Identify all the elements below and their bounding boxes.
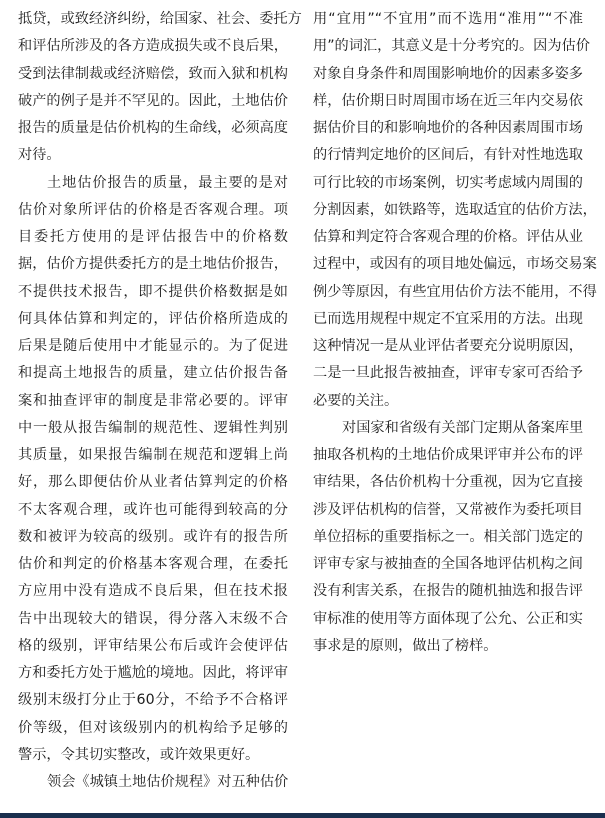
right_column-text-line: 二是一旦此报告被抽查，评审专家可否给予 (313, 365, 583, 382)
right_column-text-line: 这种情况一是从业评估者要充分说明原因， (313, 338, 583, 354)
bottom-rule (0, 813, 605, 818)
left_column-text-line: 其质量，如果报告编制在规范和逻辑上尚 (18, 447, 288, 463)
left_column-text-line: 抵贷，或致经济纠纷，给国家、社会、委托方 (18, 11, 302, 27)
right_column-text-line: 过程中，或因有的项目地处偏远，市场交易案 (313, 256, 597, 273)
left_column-text-line: 何具体估算和判定的，评估价格所造成的 (18, 310, 288, 327)
left_column-text-line: 和提高土地报告的质量，建立估价报告备 (18, 365, 288, 382)
left_column-text-line: 破产的例子是并不罕见的。因此，土地估价 (18, 92, 288, 109)
left_column-text-line: 好，那么即便估价从业者估算判定的价格 (18, 474, 288, 491)
right_column-text-line: 用“宜用”“不宜用”而不选用“准用”“不准 (313, 11, 583, 27)
right_column-text-line: 没有利害关系，在报告的随机抽选和报告评 (313, 583, 583, 600)
right_column-text-line: 例少等原因，有些宜用估价方法不能用，不得 (313, 283, 597, 300)
left_column-text-line: 对待。 (18, 147, 61, 164)
right_column-text-line: 样，估价期日时周围市场在近三年内交易依 (313, 92, 583, 109)
left_column-text-line: 中一般从报告编制的规范性、逻辑性判别 (18, 419, 288, 436)
left_column-text-line: 估价和判定的价格基本客观合理，在委托 (18, 556, 288, 572)
right_column-text-line: 事求是的原则，做出了榜样。 (313, 637, 498, 654)
right_column-text-line: 的行情判定地价的区间后，有针对性地选取 (313, 147, 583, 164)
left_column-text-line: 目委托方使用的是评估报告中的价格数 (18, 229, 288, 245)
left_column-text-line: 不提供技术报告，即不提供价格数据是如 (18, 283, 288, 300)
right_column-text-line: 对象自身条件和周围影响地价的因素多姿多 (313, 65, 583, 82)
left_column-text-line: 领会《城镇土地估价规程》对五种估价 (47, 774, 289, 790)
right_column-text-line: 审结果，各估价机构十分重视，因为它直接 (313, 474, 583, 491)
left_column-text-line: 后果是随后使用中才能显示的。为了促进 (18, 338, 288, 354)
right-column (313, 6, 597, 660)
left_column-text-line: 受到法律制裁或经济赔偿，致而入狱和机构 (18, 65, 288, 82)
left_column-text-line: 和评估所涉及的各方造成损失或不良后果， (18, 38, 288, 55)
left_column-text-line: 不太客观合理，或许也可能得到较高的分 (18, 501, 288, 518)
right_column-text-line: 必要的关注。 (313, 392, 399, 409)
right_column-text-line: 单位招标的重要指标之一。相关部门选定的 (313, 528, 583, 545)
right_column-text-line: 可行比较的市场案例，切实考虑域内周围的 (313, 174, 583, 191)
left_column-text-line: 数和被评为较高的级别。或许有的报告所 (18, 528, 288, 545)
left_column-text-line: 级别末级打分止于60分，不给予不合格评 (18, 692, 288, 709)
right_column-text-line: 据估价目的和影响地价的各种因素周围市场 (313, 120, 583, 136)
left_column-text-line: 土地估价报告的质量，最主要的是对 (47, 174, 288, 191)
left-column (18, 6, 302, 796)
left_column-text-line: 据，估价方提供委托方的是土地估价报告， (18, 256, 288, 273)
right_column-text-line: 评审专家与被抽查的全国各地评估机构之间 (313, 556, 583, 572)
right_column-text-line: 抽取各机构的土地估价成果评审并公布的评 (313, 447, 583, 463)
right_column-text-line: 对国家和省级有关部门定期从备案库里 (342, 419, 584, 436)
right_column-text-line: 审标准的使用等方面体现了公允、公正和实 (313, 610, 583, 627)
left_column-text-line: 案和抽查评审的制度是非常必要的。评审 (18, 392, 288, 409)
left_column-text-line: 格的级别，评审结果公布后或许会使评估 (18, 637, 288, 654)
right_column-text-line: 分割因素，如铁路等，选取适宜的估价方法， (313, 201, 597, 218)
left_column-text-line: 估价对象所评估的价格是否客观合理。项 (18, 201, 288, 218)
left_column-text-line: 报告的质量是估价机构的生命线，必须高度 (18, 120, 288, 136)
right_column-text-line: 估算和判定符合客观合理的价格。评估从业 (313, 229, 583, 245)
left_column-text-line: 告中出现较大的错误，得分落入末级不合 (18, 610, 288, 627)
right_column-text-line: 用”的词汇，其意义是十分考究的。因为估价 (313, 38, 590, 55)
right_column-text-line: 已而选用规程中规定不宜采用的方法。出现 (313, 310, 583, 327)
right_column-text-line: 涉及评估机构的信誉，又常被作为委托项目 (313, 501, 583, 518)
left_column-text-line: 价等级，但对该级别内的机构给予足够的 (18, 719, 288, 736)
left_column-text-line: 方和委托方处于尴尬的境地。因此，将评审 (18, 665, 288, 681)
left_column-text-line: 方应用中没有造成不良后果，但在技术报 (18, 583, 288, 600)
left_column-text-line: 警示，令其切实整改，或许效果更好。 (18, 746, 260, 763)
